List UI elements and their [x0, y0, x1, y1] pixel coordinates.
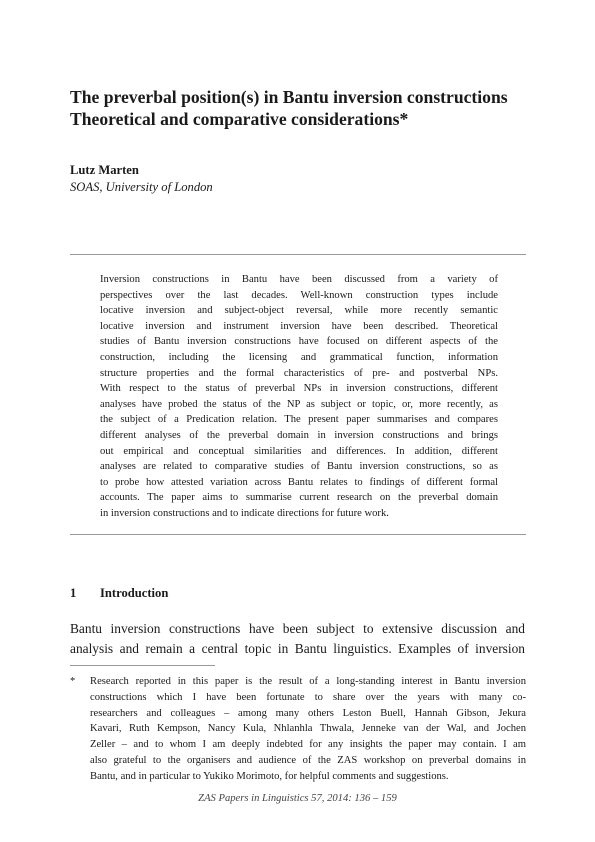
footnote-line: constructions which I have been fortunate to share over the years with many co-	[90, 691, 526, 703]
footnote-text	[90, 674, 526, 785]
abstract-line: to probe how attested variation across Bantu relates to findings of different formal	[100, 476, 498, 488]
title-line-2: Theoretical and comparative considerations*	[70, 109, 409, 129]
footnote-marker: *	[70, 676, 76, 687]
abstract-line: accounts. The paper aims to summarise current research on the preverbal domain	[100, 492, 498, 504]
abstract	[100, 272, 498, 522]
body-line: analysis and remain a central topic in Bantu linguistics. Examples of inversion	[70, 641, 525, 656]
abstract-line: analyses are related to comparative studies of Bantu inversion constructions, so as	[100, 461, 498, 473]
running-footer: ZAS Papers in Linguistics 57, 2014: 136 – 159	[198, 793, 397, 804]
abstract-line: different analyses of the preverbal domain in inversion constructions and brings	[100, 429, 498, 441]
section-number: 1	[70, 586, 77, 600]
author-name: Lutz Marten	[70, 163, 139, 177]
footnote-rule	[70, 665, 215, 666]
footnote-line: researchers and colleagues – among many others Leston Buell, Hannah Gibson, Jekura	[90, 707, 526, 719]
footnote-line: Zeller – and to whom I am deeply indebted for any insights the paper may contain. I am	[90, 739, 526, 751]
abstract-line: locative inversion and subject-object reversal, while more recently semantic	[100, 305, 498, 317]
abstract-line: out empirical and conceptual similarities and differences. In addition, different	[100, 445, 498, 457]
abstract-line: locative inversion and instrument inversion have been described. Theoretical	[100, 320, 498, 332]
paper-title	[70, 86, 540, 130]
abstract-line: Inversion constructions in Bantu have been discussed from a variety of	[100, 274, 498, 285]
abstract-line: With respect to the status of preverbal NPs in inversion constructions, different	[100, 383, 498, 395]
footnote	[70, 674, 526, 785]
footnote-line: Kavari, Ruth Kempson, Nancy Kula, Nhlanhla Thwala, Jenneke van der Wal, and Jochen	[90, 723, 526, 735]
abstract-bottom-rule	[70, 534, 526, 535]
abstract-line: perspectives over the last decades. Well-known construction types include	[100, 289, 498, 301]
footnote-line: Bantu, and in particular to Yukiko Morimoto, for helpful comments and suggestions.	[90, 770, 449, 782]
abstract-line: studies of Bantu inversion constructions have focused on different aspects of the	[100, 336, 498, 348]
abstract-line: the subject of a Predication relation. The present paper summarises and compares	[100, 414, 498, 426]
abstract-line: construction, including the licensing and grammatical function, information	[100, 351, 498, 363]
body-paragraph	[70, 619, 525, 659]
section-heading	[70, 586, 168, 601]
footnote-line: also grateful to the organisers and audience of the ZAS workshop on preverbal domains in	[90, 754, 526, 766]
author-affiliation: SOAS, University of London	[70, 180, 213, 194]
abstract-top-rule	[70, 254, 526, 255]
abstract-line: analyses have probed the status of the NP as subject or topic, or, more recently, as	[100, 398, 498, 410]
footnote-line: Research reported in this paper is the result of a long-standing interest in Bantu inversion	[90, 676, 526, 687]
abstract-line: structure properties and the formal characteristics of pre- and postverbal NPs.	[100, 367, 498, 379]
title-line-1: The preverbal position(s) in Bantu inversion constructions	[70, 87, 508, 107]
abstract-line: in inversion constructions and to indicate directions for future work.	[100, 507, 389, 519]
section-title: Introduction	[100, 586, 169, 600]
body-line: Bantu inversion constructions have been subject to extensive discussion and	[70, 621, 525, 636]
